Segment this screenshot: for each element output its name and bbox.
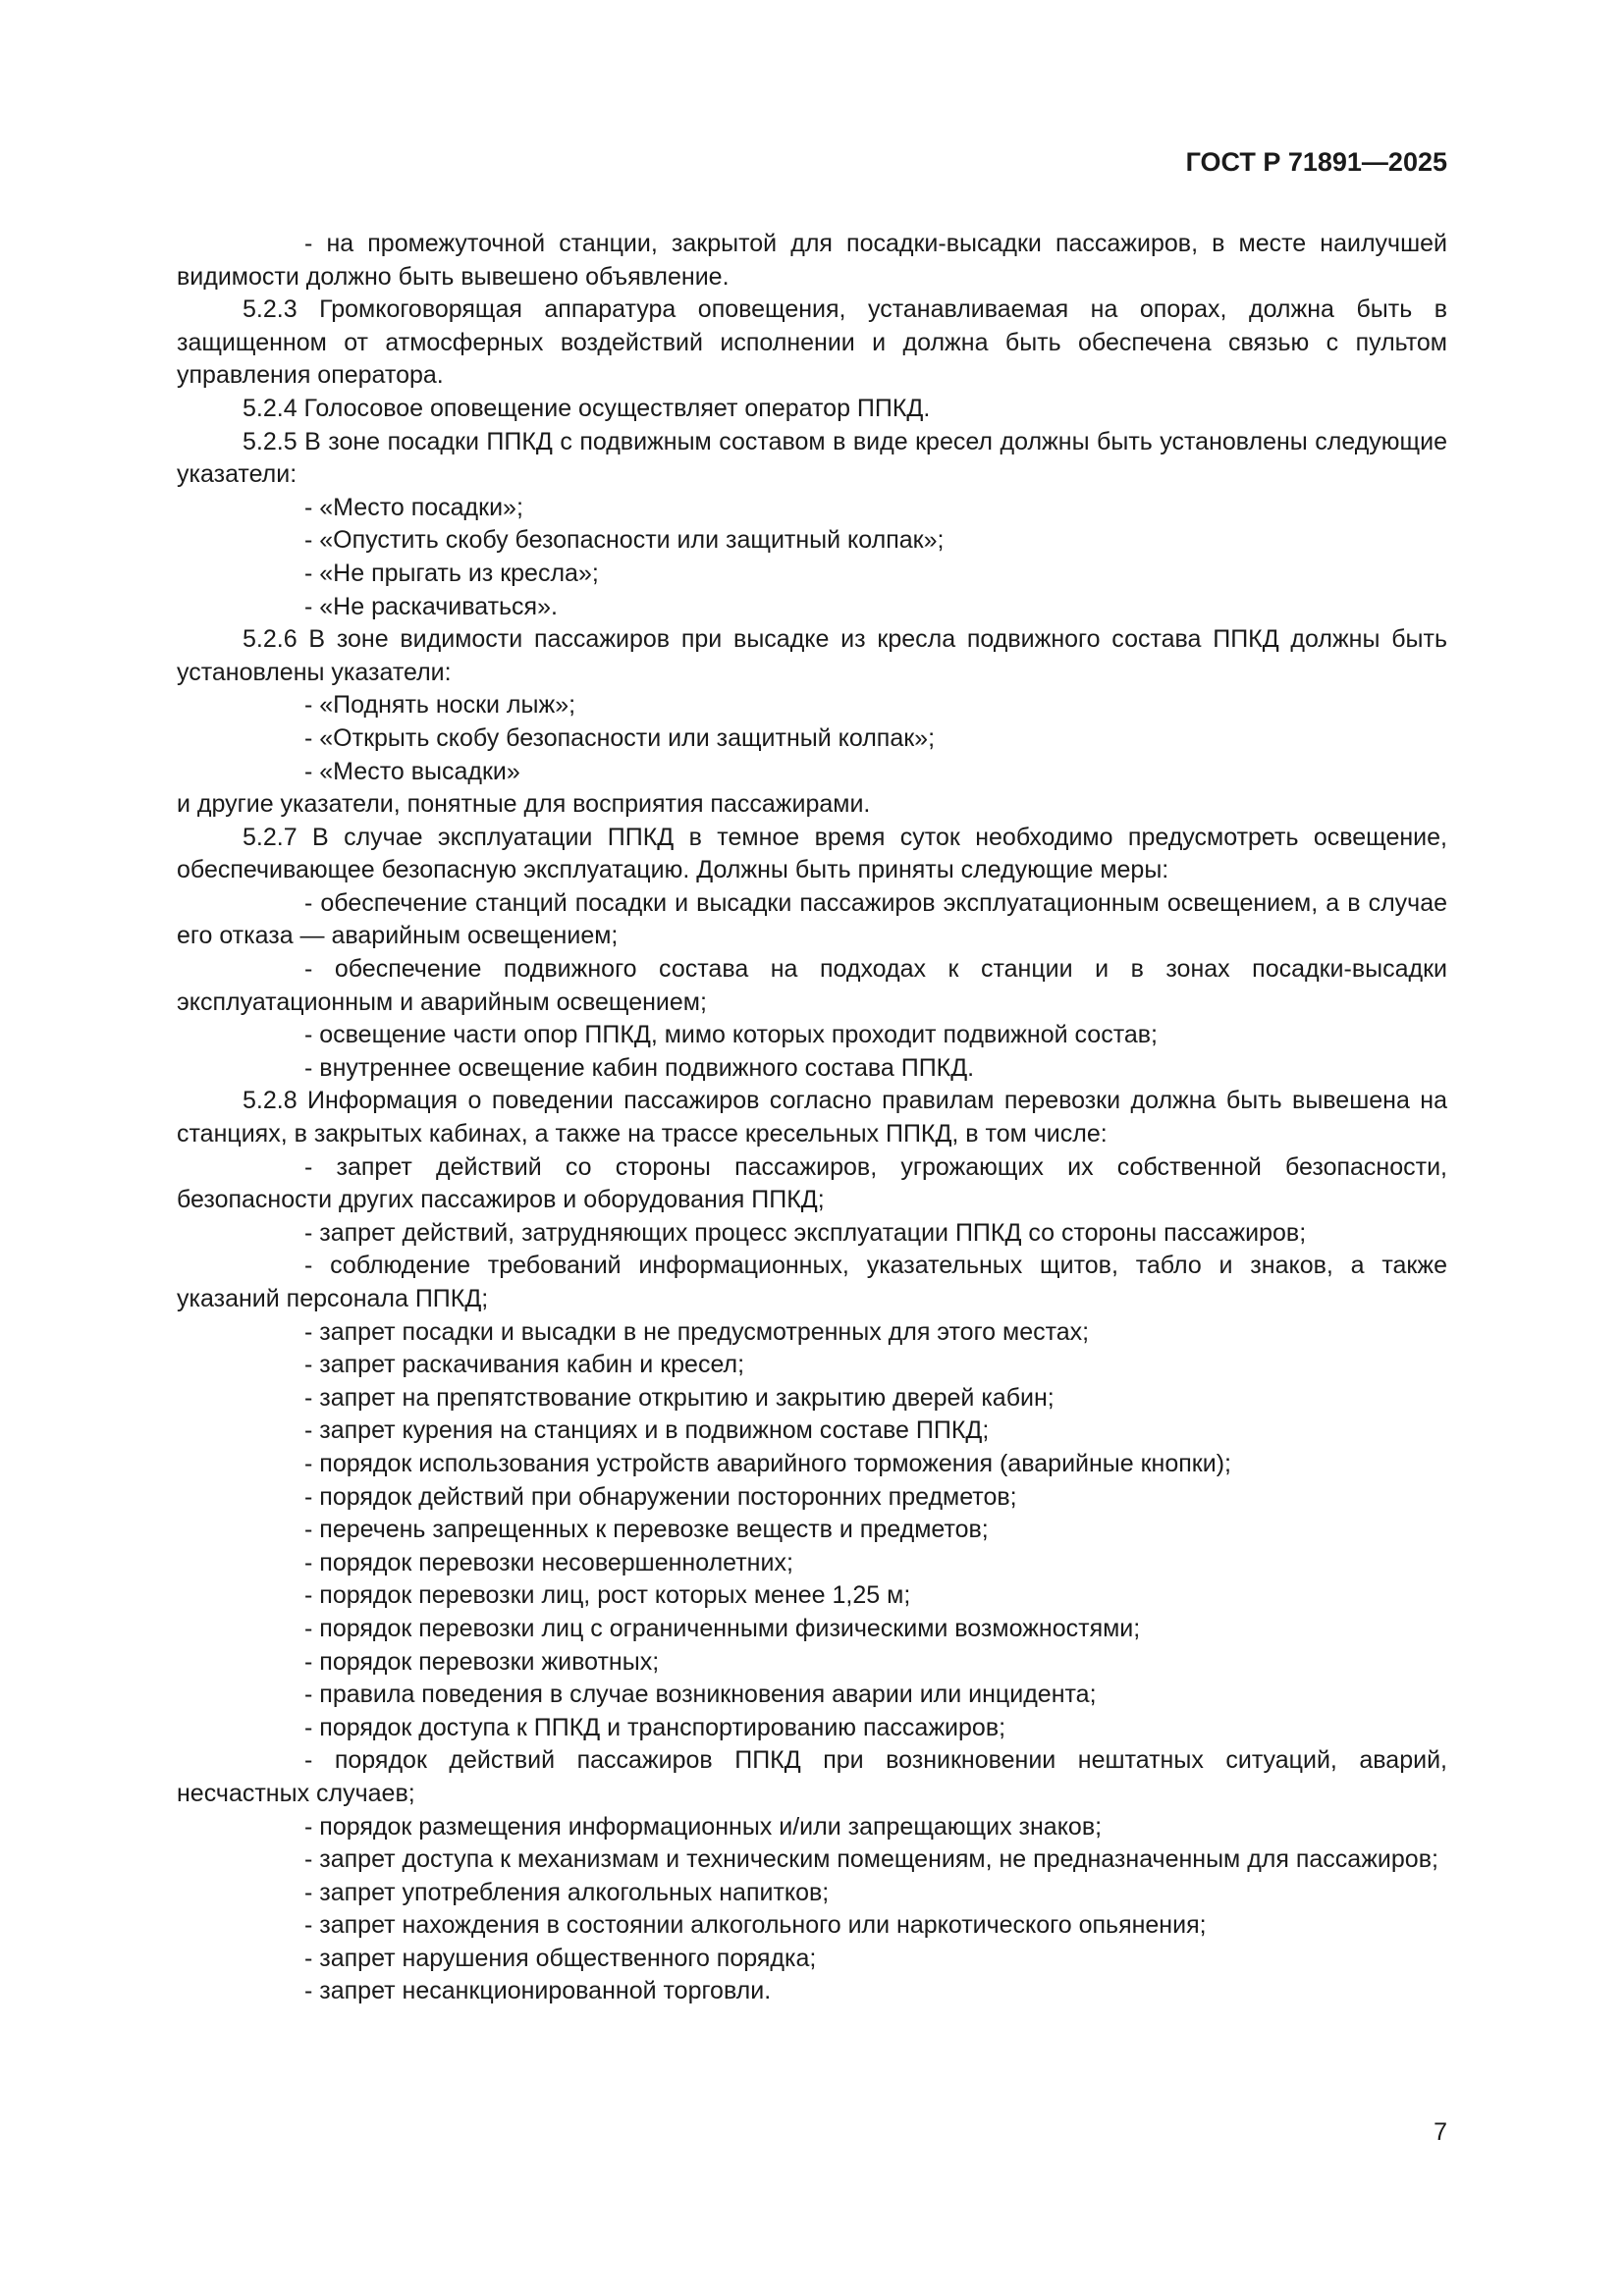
list-item: - порядок использования устройств аварийного торможения (аварийные кнопки); bbox=[177, 1448, 1447, 1481]
document-body bbox=[177, 228, 1447, 2008]
list-item: - на промежуточной станции, закрытой для посадки-высадки пассажиров, в месте наилучшей видимости должно быть вывешено объявление. bbox=[177, 228, 1447, 294]
list-item: - «Открыть скобу безопасности или защитный колпак»; bbox=[177, 722, 1447, 756]
list-item: - порядок действий при обнаружении посторонних предметов; bbox=[177, 1481, 1447, 1515]
list-item: - порядок перевозки животных; bbox=[177, 1646, 1447, 1680]
page-number: 7 bbox=[1434, 2118, 1447, 2146]
list-item: - порядок перевозки лиц с ограниченными физическими возможностями; bbox=[177, 1613, 1447, 1646]
clause-5-2-8: 5.2.8 Информация о поведении пассажиров согласно правилам перевозки должна быть вывешена на станциях, в закрытых кабинах, а также на трассе кресельных ППКД, в том числе: bbox=[177, 1087, 1447, 1148]
list-item: - запрет несанкционированной торговли. bbox=[177, 1975, 1447, 2008]
list-item: - «Не прыгать из кресла»; bbox=[177, 558, 1447, 591]
list-item: - запрет употребления алкогольных напитков; bbox=[177, 1877, 1447, 1910]
list-item: - запрет посадки и высадки в не предусмотренных для этого местах; bbox=[177, 1316, 1447, 1350]
list-item: - внутреннее освещение кабин подвижного состава ППКД. bbox=[177, 1052, 1447, 1086]
list-item: - запрет действий со стороны пассажиров, угрожающих их собственной безопасности, безопасности других пассажиров и оборудования ППКД; bbox=[177, 1151, 1447, 1217]
list-item: - «Поднять носки лыж»; bbox=[177, 689, 1447, 722]
clause-5-2-6: 5.2.6 В зоне видимости пассажиров при высадке из кресла подвижного состава ППКД должны быть установлены указатели: bbox=[177, 625, 1447, 686]
clause-5-2-7: 5.2.7 В случае эксплуатации ППКД в темное время суток необходимо предусмотреть освещение, обеспечивающее безопасную эксплуатацию. Должны быть приняты следующие меры: bbox=[177, 823, 1447, 884]
list-item: - порядок размещения информационных и/или запрещающих знаков; bbox=[177, 1811, 1447, 1844]
clause-5-2-3: 5.2.3 Громкоговорящая аппаратура оповещения, устанавливаемая на опорах, должна быть в защищенном от атмосферных воздействий исполнении и должна быть обеспечена связью с пультом управления оператора. bbox=[177, 295, 1447, 390]
list-item: - порядок действий пассажиров ППКД при возникновении нештатных ситуаций, аварий, несчастных случаев; bbox=[177, 1744, 1447, 1810]
list-item: - «Не раскачиваться». bbox=[177, 591, 1447, 624]
document-header: ГОСТ Р 71891—2025 bbox=[1185, 147, 1447, 177]
list-item: - соблюдение требований информационных, указательных щитов, табло и знаков, а также указаний персонала ППКД; bbox=[177, 1250, 1447, 1315]
list-item: - запрет на препятствование открытию и закрытию дверей кабин; bbox=[177, 1382, 1447, 1415]
list-item: - «Место высадки» bbox=[177, 756, 1447, 789]
list-item: - «Опустить скобу безопасности или защитный колпак»; bbox=[177, 524, 1447, 558]
list-item: - запрет курения на станциях и в подвижном составе ППКД; bbox=[177, 1415, 1447, 1448]
list-item: - порядок перевозки несовершеннолетних; bbox=[177, 1547, 1447, 1580]
list-item: - запрет нарушения общественного порядка; bbox=[177, 1943, 1447, 1976]
list-item: - освещение части опор ППКД, мимо которых проходит подвижной состав; bbox=[177, 1019, 1447, 1052]
list-item: - перечень запрещенных к перевозке веществ и предметов; bbox=[177, 1514, 1447, 1547]
list-item: - запрет раскачивания кабин и кресел; bbox=[177, 1349, 1447, 1382]
paragraph: и другие указатели, понятные для восприятия пассажирами. bbox=[177, 790, 871, 819]
list-item: - обеспечение подвижного состава на подходах к станции и в зонах посадки-высадки эксплуатационным и аварийным освещением; bbox=[177, 953, 1447, 1019]
list-item: - порядок перевозки лиц, рост которых менее 1,25 м; bbox=[177, 1579, 1447, 1613]
list-item: - запрет действий, затрудняющих процесс эксплуатации ППКД со стороны пассажиров; bbox=[177, 1217, 1447, 1251]
list-item: - запрет доступа к механизмам и техническим помещениям, не предназначенным для пассажиров; bbox=[177, 1843, 1447, 1877]
list-item: - обеспечение станций посадки и высадки пассажиров эксплуатационным освещением, а в случае его отказа — аварийным освещением; bbox=[177, 887, 1447, 953]
list-item: - «Место посадки»; bbox=[177, 492, 1447, 525]
clause-5-2-4: 5.2.4 Голосовое оповещение осуществляет оператор ППКД. bbox=[243, 394, 931, 422]
list-item: - правила поведения в случае возникновения аварии или инцидента; bbox=[177, 1679, 1447, 1712]
clause-5-2-5: 5.2.5 В зоне посадки ППКД с подвижным составом в виде кресел должны быть установлены следующие указатели: bbox=[177, 427, 1447, 489]
list-item: - порядок доступа к ППКД и транспортированию пассажиров; bbox=[177, 1712, 1447, 1745]
list-item: - запрет нахождения в состоянии алкогольного или наркотического опьянения; bbox=[177, 1909, 1447, 1943]
